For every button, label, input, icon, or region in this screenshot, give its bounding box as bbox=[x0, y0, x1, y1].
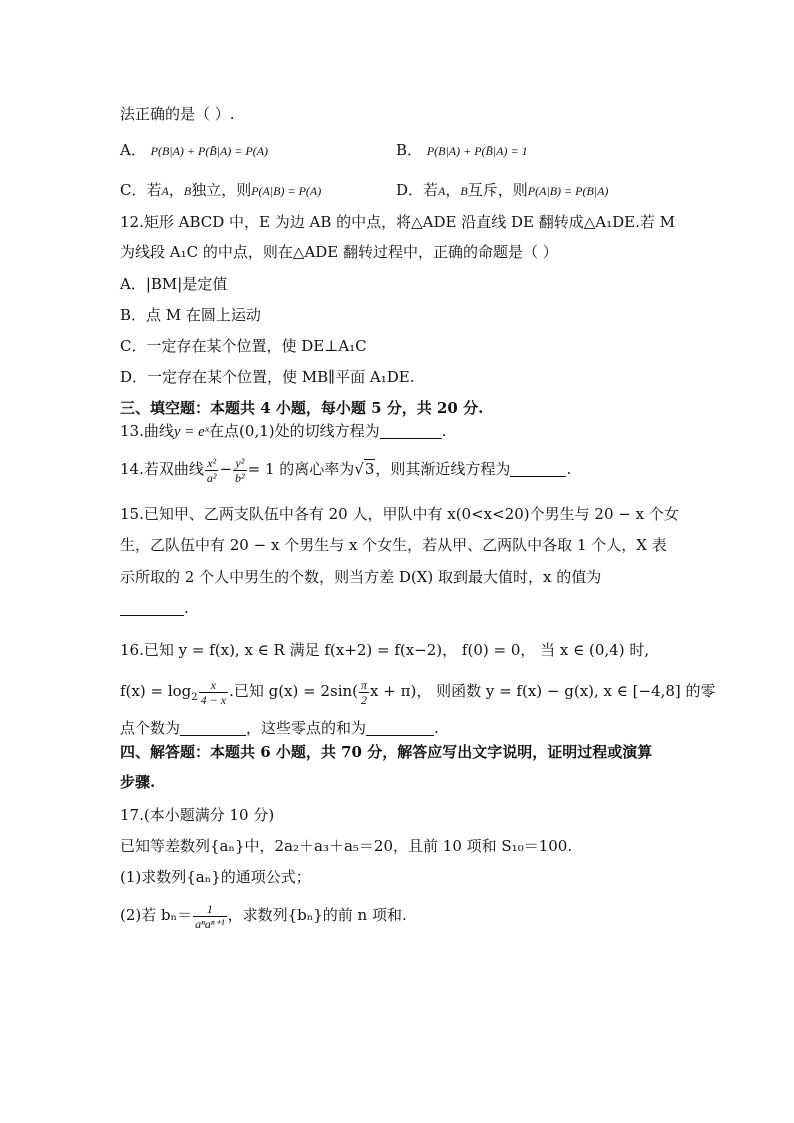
section-4-heading-line2: 步骤. bbox=[120, 773, 156, 791]
q14-frac-y-den: b² bbox=[235, 470, 245, 485]
q13-end: . bbox=[441, 422, 447, 440]
q11-option-a bbox=[120, 141, 268, 159]
q12-option-b: B．点 M 在圆上运动 bbox=[120, 306, 261, 324]
q11-option-c-text: 独立，则 bbox=[191, 181, 252, 199]
q17-frac-den: aⁿaⁿ⁺¹ bbox=[195, 916, 225, 931]
q13-pre: 13.曲线 bbox=[120, 422, 174, 440]
q17-part2-post: ，求数列{bₙ}的前 n 项和. bbox=[227, 906, 407, 924]
q16-line3 bbox=[120, 718, 439, 738]
q11-option-d-text: 互斥，则 bbox=[467, 181, 528, 199]
q14-frac-y-num: y² bbox=[233, 456, 247, 471]
q15-line2: 生，乙队伍中有 20 − x 个男生与 x 个女生，若从甲、乙两队中各取 1 个人，X 表 bbox=[120, 536, 667, 554]
q11-option-c-math: P(A|B) = P(A) bbox=[251, 184, 322, 198]
q13-post: 处的切线方程为 bbox=[274, 422, 380, 440]
q11-options-ab bbox=[120, 140, 680, 161]
q11-option-d-comma: ， bbox=[445, 181, 461, 199]
q11-option-d bbox=[396, 180, 608, 201]
q11-stem bbox=[120, 104, 235, 124]
q14-pre: 14.若双曲线 bbox=[120, 460, 204, 478]
q11-option-d-event-b: B bbox=[460, 184, 468, 198]
q14-frac-x-num: x² bbox=[205, 456, 219, 471]
section-4-heading-line1: 四、解答题：本题共 6 小题，共 70 分，解答应写出文字说明，证明过程或演算 bbox=[120, 743, 653, 761]
q13-mid: 在点 bbox=[209, 422, 240, 440]
q12-line2: 为线段 A₁C 的中点，则在△ADE 翻转过程中，正确的命题是（ ） bbox=[120, 243, 558, 261]
q13-point: (0,1) bbox=[239, 422, 275, 440]
q16-log-base: 2 bbox=[191, 692, 198, 703]
q16-line2 bbox=[120, 674, 716, 715]
q16-post: x + π)， 则函数 y = f(x) − g(x), x ∈ [−4,8] 的零 bbox=[370, 682, 716, 700]
q11-option-c bbox=[120, 181, 321, 199]
q14-post: ，则其渐近线方程为 bbox=[375, 460, 511, 478]
q16-frac-log-den: 4 − x bbox=[200, 692, 227, 707]
q16-line3-end: . bbox=[434, 719, 439, 737]
q16-log: f(x) = log bbox=[120, 682, 192, 700]
q15-answer-blank[interactable] bbox=[120, 601, 184, 616]
q16-line1: 16.已知 y = f(x), x ∈ R 满足 f(x+2) = f(x−2)， f(0) = 0， 当 x ∈ (0,4) 时, bbox=[120, 641, 650, 659]
q14-frac-y bbox=[233, 456, 247, 485]
q14-end: . bbox=[566, 460, 572, 478]
q14-frac-x bbox=[205, 456, 219, 485]
q17-part1: (1)求数列{aₙ}的通项公式； bbox=[120, 868, 311, 886]
q15-end: . bbox=[184, 599, 189, 617]
q13 bbox=[120, 421, 446, 442]
q14-eq: = 1 的离心率为 bbox=[247, 460, 355, 478]
q16-frac-pi-num: π bbox=[361, 677, 368, 692]
q15-line3: 示所取的 2 个人中男生的个数，则当方差 D(X) 取到最大值时，x 的值为 bbox=[120, 568, 602, 586]
q11-option-a-label: A． bbox=[120, 141, 146, 159]
q14-sqrt-sign: √ bbox=[354, 460, 364, 478]
q16-frac-log bbox=[199, 678, 228, 707]
q11-option-c-event-b: B bbox=[183, 184, 192, 198]
q16-line3-pre: 点个数为 bbox=[120, 719, 181, 737]
q11-option-d-event-a: A bbox=[438, 184, 446, 198]
q17-part2 bbox=[120, 898, 407, 932]
q14-minus: − bbox=[219, 460, 233, 478]
q11-option-c-comma: ， bbox=[168, 181, 184, 199]
q16-frac-pi bbox=[359, 678, 369, 707]
q14-sqrt-value: 3 bbox=[364, 460, 375, 478]
q15-answer bbox=[120, 598, 189, 618]
q16-mid: .已知 g(x) = 2sin( bbox=[229, 682, 359, 700]
q11-option-b-math: P(B|A) + P(B̄|A) = 1 bbox=[426, 144, 528, 158]
q12-option-c: C．一定存在某个位置，使 DE⊥A₁C bbox=[120, 337, 367, 355]
q11-option-a-math: P(B|A) + P(B̄|A) = P(A) bbox=[150, 144, 269, 158]
q15-line1: 15.已知甲、乙两支队伍中各有 20 人，甲队中有 x(0<x<20)个男生与 20 − x 个女 bbox=[120, 505, 679, 523]
q12-line1: 12.矩形 ABCD 中，E 为边 AB 的中点，将△ADE 沿直线 DE 翻转成△A₁DE.若 M bbox=[120, 213, 676, 231]
q16-frac-log-num: x bbox=[199, 678, 228, 693]
q14-frac-x-den: a² bbox=[206, 470, 217, 485]
q11-option-c-label: C．若 bbox=[120, 181, 162, 199]
q11-options-cd bbox=[120, 180, 680, 201]
q13-answer-blank[interactable] bbox=[380, 424, 442, 439]
q12-option-a: A．|BM|是定值 bbox=[120, 275, 228, 293]
q14 bbox=[120, 452, 571, 486]
q11-option-b bbox=[396, 140, 528, 161]
q11-stem-text: 法正确的是（ ）. bbox=[120, 105, 235, 123]
q17-header: 17.(本小题满分 10 分) bbox=[120, 806, 275, 824]
q17-part2-pre: (2)若 bₙ＝ bbox=[120, 906, 193, 924]
q17-line1: 已知等差数列{aₙ}中，2a₂＋a₃＋a₅＝20，且前 10 项和 S₁₀＝100. bbox=[120, 837, 573, 855]
q13-curve: y = eˣ bbox=[173, 424, 210, 440]
q16-line3-mid: ，这些零点的和为 bbox=[246, 719, 367, 737]
q16-answer-blank-2[interactable] bbox=[366, 721, 434, 736]
q11-option-c-event-a: A bbox=[161, 184, 169, 198]
q12-option-d: D．一定存在某个位置，使 MB∥平面 A₁DE. bbox=[120, 368, 415, 386]
q17-frac-num: 1 bbox=[193, 902, 227, 917]
q11-option-d-math: P(A|B) = P(B|A) bbox=[527, 184, 609, 198]
section-3-heading: 三、填空题：本题共 4 小题，每小题 5 分，共 20 分. bbox=[120, 399, 484, 417]
q16-answer-blank-1[interactable] bbox=[180, 721, 246, 736]
q14-answer-blank[interactable] bbox=[510, 462, 566, 477]
q11-option-d-label: D．若 bbox=[396, 181, 439, 199]
q17-frac bbox=[193, 902, 227, 931]
q16-frac-pi-den: 2 bbox=[361, 692, 368, 707]
q11-option-b-label: B． bbox=[396, 141, 423, 159]
